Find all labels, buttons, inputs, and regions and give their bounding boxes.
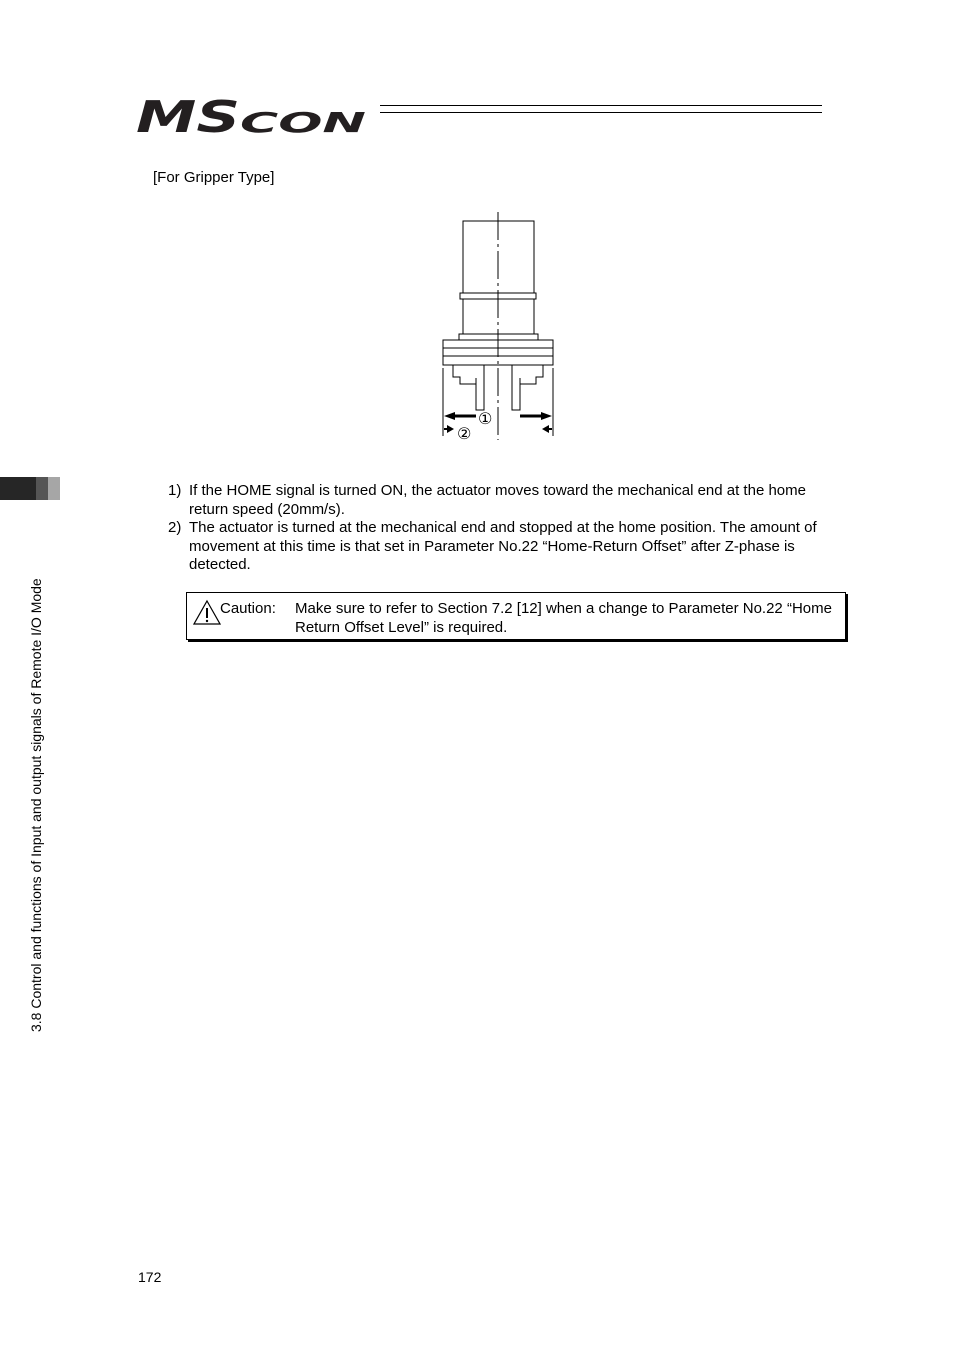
- label-2: ②: [457, 424, 472, 442]
- step-text: If the HOME signal is turned ON, the actuator moves toward the mechanical end at the home return speed (20mm/s).: [189, 482, 806, 518]
- caution-label: Caution:: [220, 600, 276, 617]
- step-number: 2): [168, 519, 182, 536]
- right-finger: [512, 365, 543, 410]
- section-heading: [For Gripper Type]: [153, 169, 275, 186]
- gripper-diagram: [436, 210, 558, 442]
- svg-text:CON: CON: [240, 106, 366, 138]
- steps-list: [168, 482, 848, 575]
- label-1: ①: [478, 409, 493, 428]
- header-rule-bottom: [380, 112, 822, 113]
- step-number: 1): [168, 482, 182, 499]
- caution-text: Make sure to refer to Section 7.2 [12] when a change to Parameter No.22 “Home Return Offset Level” is required.: [295, 600, 832, 636]
- list-item: [168, 482, 848, 519]
- list-item: [168, 519, 848, 575]
- mscon-logo: [136, 96, 368, 138]
- chapter-side-label: 3.8 Control and functions of Input and output signals of Remote I/O Mode: [28, 578, 44, 1032]
- caution-box: [186, 592, 846, 640]
- svg-text:MS: MS: [136, 96, 240, 138]
- chapter-tab: [0, 477, 60, 500]
- header-rule-top: [380, 105, 822, 106]
- left-finger: [453, 365, 484, 410]
- step-text: The actuator is turned at the mechanical end and stopped at the home position. The amount of movement at this time is that set in Parameter No.22 “Home-Return Offset” after Z-phase is detected.: [189, 519, 817, 573]
- page-number: 172: [138, 1269, 162, 1285]
- warning-triangle-icon: [193, 599, 221, 625]
